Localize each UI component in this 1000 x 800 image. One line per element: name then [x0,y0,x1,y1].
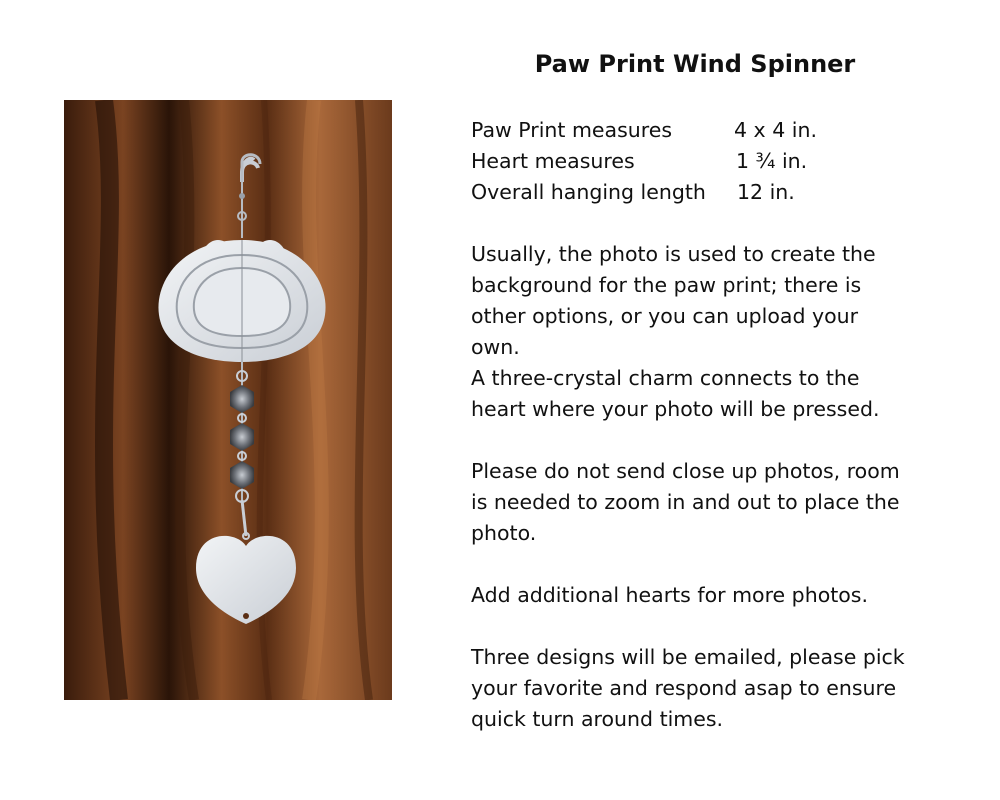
spec-label: Heart measures [471,149,635,173]
description [471,115,971,735]
spec-label: Overall hanging length [471,180,706,204]
spacer [471,611,971,642]
spec-label: Paw Print measures [471,118,673,142]
spacer [471,208,971,239]
spec-value: 4 x 4 in. [734,118,817,142]
spec-value: 1 ¾ in. [736,149,808,173]
hearts-paragraph: Add additional hearts for more photos. [471,583,869,607]
spec-row-length [471,177,971,208]
spec-row-heart [471,146,971,177]
charm-paragraph: A three-crystal charm connects to the heart where your photo will be pressed. [471,366,880,421]
spacer [471,425,971,456]
spec-row-paw [471,115,971,146]
spec-value: 12 in. [737,180,795,204]
wind-spinner-illustration [64,100,392,700]
designs-paragraph: Three designs will be emailed, please pick your favorite and respond asap to ensure quick turn around times. [471,645,905,731]
spacer [471,549,971,580]
page-title: Paw Print Wind Spinner [534,50,856,78]
product-photo [64,100,392,700]
usage-paragraph: Usually, the photo is used to create the background for the paw print; there is other options, or you can upload your own. [471,242,876,359]
closeups-paragraph: Please do not send close up photos, room is needed to zoom in and out to place the photo. [471,459,900,545]
